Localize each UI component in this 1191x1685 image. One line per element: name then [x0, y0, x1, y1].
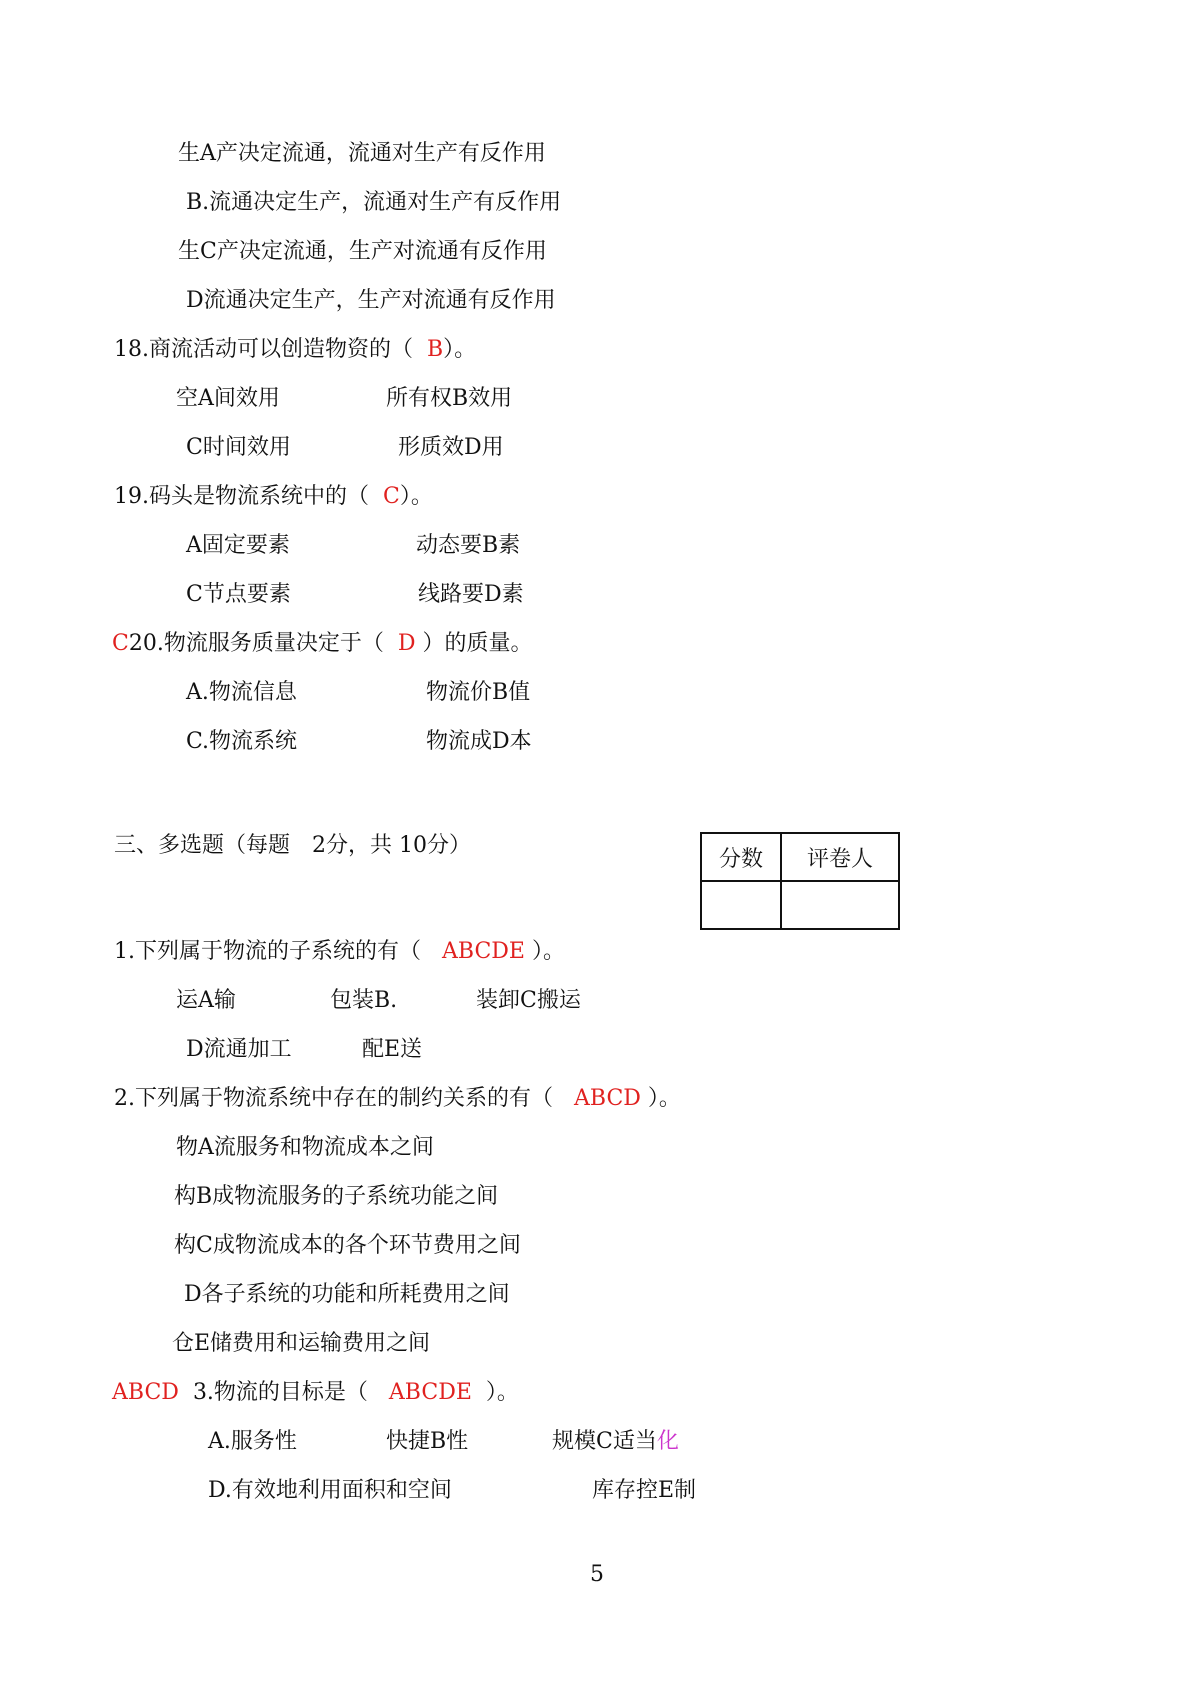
m3-option-b: 快捷B性 — [386, 1429, 469, 1454]
q19-option-b: 动态要B素 — [416, 533, 521, 558]
q19-option-a: A固定要素 — [186, 533, 290, 558]
q20-option-b: 物流价B值 — [426, 680, 531, 705]
m3-margin-mark: ABCD — [112, 1380, 179, 1405]
q17-option-b: B.流通决定生产，流通对生产有反作用 — [186, 190, 562, 215]
m3-option-c-main: 规模C适当 — [552, 1429, 657, 1454]
q20-answer: D — [397, 631, 416, 656]
m3-option-c — [552, 1428, 679, 1456]
m2-option-e: 仓E储费用和运输费用之间 — [172, 1331, 431, 1356]
section3-heading: 三、多选题（每题 2分，共 10分） — [114, 833, 471, 858]
m1-option-e: 配E送 — [362, 1037, 423, 1062]
m3-answer: ABCDE — [388, 1380, 472, 1405]
q18-option-d: 形质效D用 — [398, 435, 504, 460]
m1-answer: ABCDE — [441, 939, 525, 964]
m2-stem — [114, 1085, 681, 1113]
m3-option-a: A.服务性 — [208, 1429, 297, 1454]
page-number: 5 — [590, 1562, 604, 1587]
m2-option-d: D各子系统的功能和所耗费用之间 — [184, 1282, 510, 1307]
q18-answer: B — [427, 337, 444, 362]
q20-option-d: 物流成D本 — [426, 729, 532, 754]
q20-stem — [112, 630, 533, 658]
score-table-cell-grader — [781, 881, 899, 929]
m3-option-e: 库存控E制 — [592, 1478, 697, 1503]
m1-stem-before: 1.下列属于物流的子系统的有（ — [114, 939, 421, 964]
score-table — [700, 832, 900, 930]
q20-stem-after: ）的质量。 — [422, 631, 533, 656]
q19-stem — [114, 483, 433, 511]
m1-stem — [114, 938, 565, 966]
q18-option-c: C时间效用 — [186, 435, 291, 460]
q19-answer: C — [383, 484, 400, 509]
score-table-cell-score — [701, 881, 781, 929]
m1-option-a: 运A输 — [176, 988, 236, 1013]
q17-option-a: 生A产决定流通，流通对生产有反作用 — [178, 141, 546, 166]
q17-option-c: 生C产决定流通，生产对流通有反作用 — [178, 239, 547, 264]
m3-option-d: D.有效地利用面积和空间 — [208, 1478, 452, 1503]
m3-stem-after: ）。 — [485, 1380, 519, 1405]
score-table-header-score: 分数 — [701, 833, 781, 881]
m2-option-c: 构C成物流成本的各个环节费用之间 — [174, 1233, 521, 1258]
q18-option-a: 空A间效用 — [176, 386, 280, 411]
m2-option-b: 构B成物流服务的子系统功能之间 — [174, 1184, 499, 1209]
m2-option-a: 物A流服务和物流成本之间 — [176, 1135, 434, 1160]
q19-stem-before: 19.码头是物流系统中的（ — [114, 484, 369, 509]
m3-option-c-tail: 化 — [656, 1429, 679, 1454]
m2-stem-after: ）。 — [647, 1086, 681, 1111]
q19-option-c: C节点要素 — [186, 582, 291, 607]
m3-stem — [112, 1379, 519, 1407]
q18-stem-before: 18.商流活动可以创造物资的（ — [114, 337, 413, 362]
m2-answer: ABCD — [573, 1086, 641, 1111]
q18-option-b: 所有权B效用 — [386, 386, 513, 411]
m1-option-d: D流通加工 — [186, 1037, 292, 1062]
q18-stem — [114, 336, 476, 364]
q20-option-a: A.物流信息 — [186, 680, 297, 705]
m3-stem-before: 3.物流的目标是（ — [192, 1380, 368, 1405]
m1-option-c: 装卸C搬运 — [476, 988, 581, 1013]
m1-stem-after: ）。 — [531, 939, 565, 964]
q20-option-c: C.物流系统 — [186, 729, 298, 754]
m1-option-b: 包装B. — [330, 988, 398, 1013]
q17-option-d: D流通决定生产，生产对流通有反作用 — [186, 288, 556, 313]
q20-stem-before: 20.物流服务质量决定于（ — [128, 631, 384, 656]
score-table-header-grader: 评卷人 — [781, 833, 899, 881]
m2-stem-before: 2.下列属于物流系统中存在的制约关系的有（ — [114, 1086, 553, 1111]
q19-stem-after: ）。 — [399, 484, 433, 509]
q19-option-d: 线路要D素 — [418, 582, 524, 607]
q18-stem-after: ）。 — [443, 337, 477, 362]
q20-margin-mark: C — [112, 631, 129, 656]
